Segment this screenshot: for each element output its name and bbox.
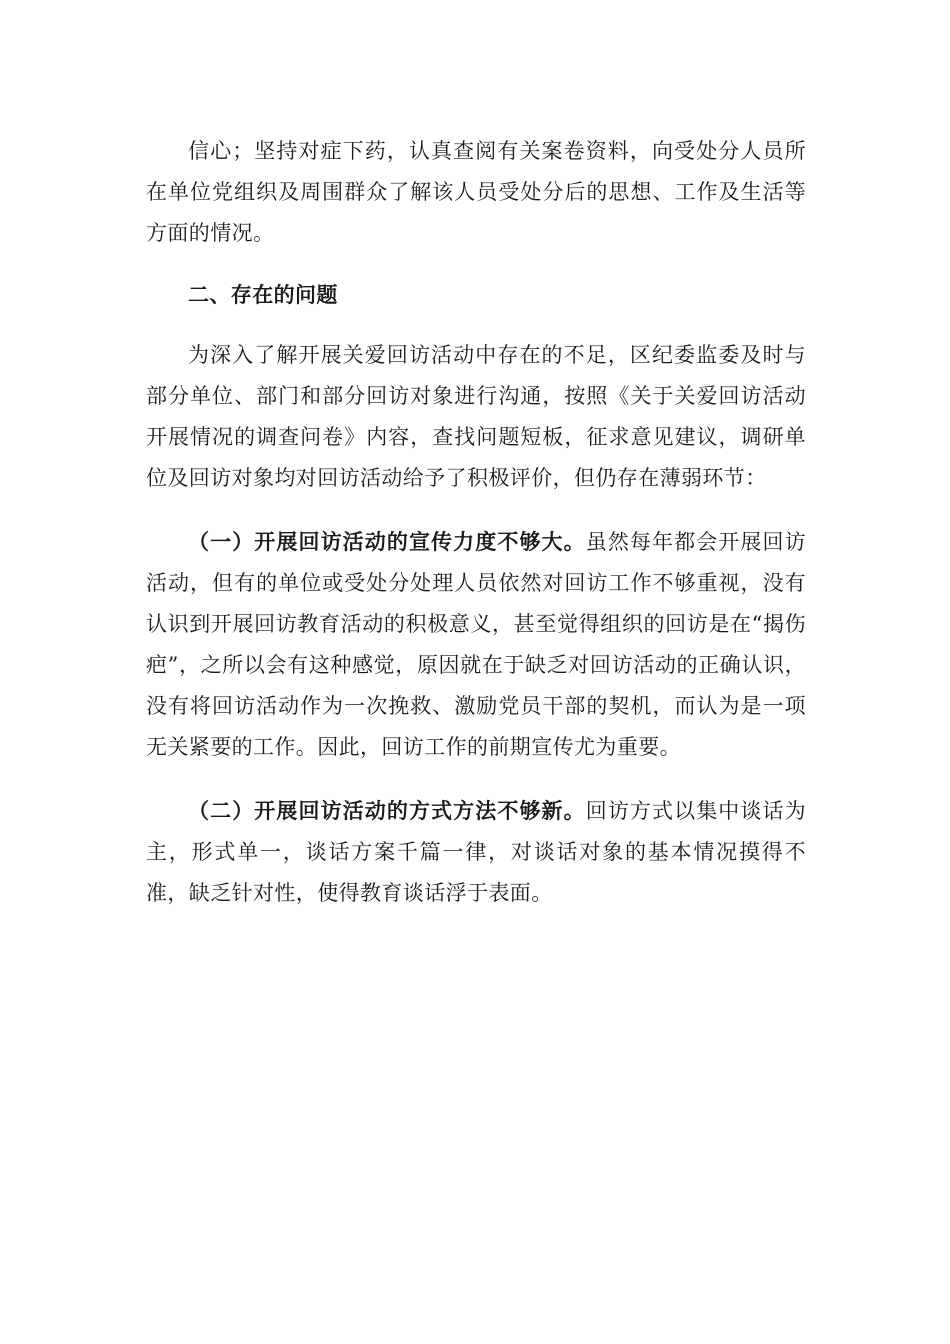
paragraph-problem-2 [146, 790, 806, 914]
problem-1-body: 虽然每年都会开展回访活动，但有的单位或受处分处理人员依然对回访工作不够重视，没有认识到开展回访教育活动的积极意义，甚至觉得组织的回访是在“揭伤疤”，之所以会有这种感觉，原因就在于缺乏对回访活动的正确认识，没有将回访活动作为一次挽救、激励党员干部的契机，而认为是一项无关紧要的工作。因此，回访工作的前期宣传尤为重要。 [146, 530, 806, 759]
problem-2-title: （二）开展回访活动的方式方法不够新。 [188, 798, 586, 823]
problem-2-body: 回访方式以集中谈话为主，形式单一，谈话方案千篇一律，对谈话对象的基本情况摸得不准，缺乏针对性，使得教育谈话浮于表面。 [146, 799, 806, 905]
paragraph-continuation: 信心；坚持对症下药，认真查阅有关案卷资料，向受处分人员所在单位党组织及周围群众了解该人员受处分后的思想、工作及生活等方面的情况。 [146, 139, 806, 245]
spacer [146, 768, 806, 790]
spacer [146, 499, 806, 521]
section-heading-problems: 二、存在的问题 [188, 282, 338, 307]
spacer [146, 254, 806, 274]
problem-1-title: （一）开展回访活动的宣传力度不够大。 [188, 529, 586, 554]
spacer [146, 315, 806, 335]
paragraph-problem-1 [146, 521, 806, 768]
paragraph-intro-problems: 为深入了解开展关爱回访活动中存在的不足，区纪委监委及时与部分单位、部门和部分回访对象进行沟通，按照《关于关爱回访活动开展情况的调查问卷》内容，查找问题短板，征求意见建议，调研单位及回访对象均对回访活动给予了积极评价，但仍存在薄弱环节： [146, 343, 806, 490]
document-page [146, 131, 806, 914]
